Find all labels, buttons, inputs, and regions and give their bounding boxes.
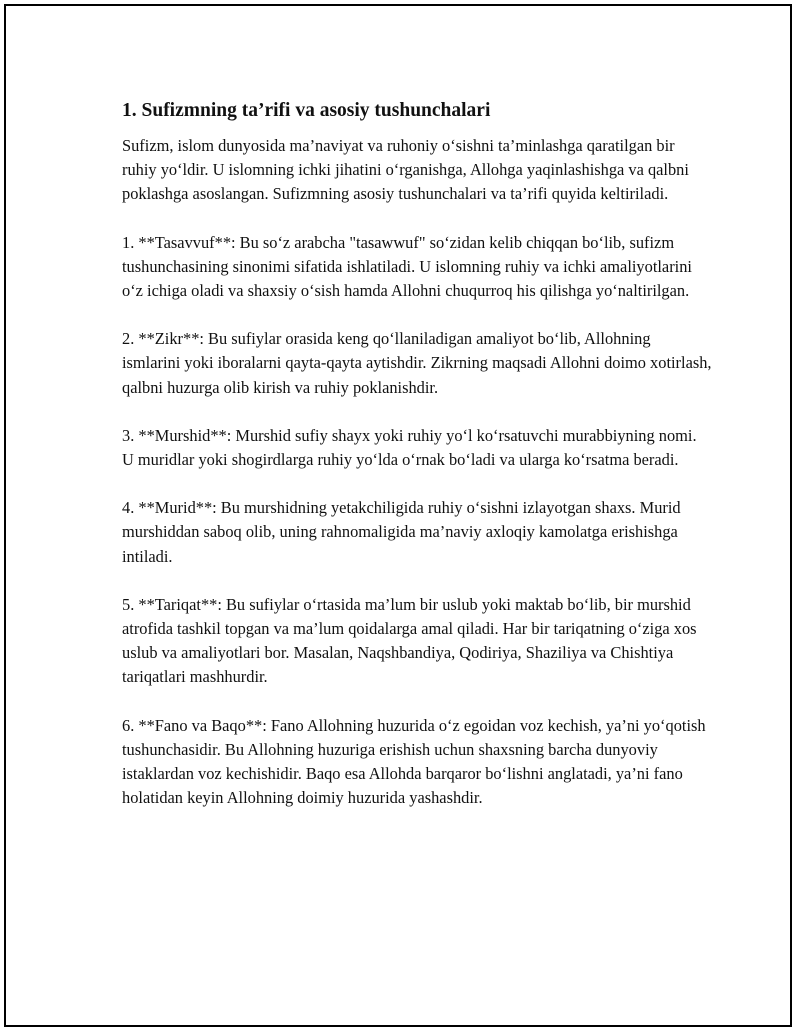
- page-frame: [4, 4, 792, 1027]
- intro-paragraph: Sufizm, islom dunyosida ma’naviyat va ruhoniy o‘sishni ta’minlashga qaratilgan bir ruhiy yo‘ldir. U islomning ichki jihatini o‘rganishga, Allohga yaqinlashishga va qalbni poklashga asoslangan. Sufizmning asosiy tushunchalari va ta’rifi quyida keltiriladi.: [122, 136, 689, 204]
- document-title: 1. Sufizmning ta’rifi va asosiy tushunchalari: [122, 100, 491, 121]
- document-body: [122, 98, 712, 834]
- paragraph-zikr: 2. **Zikr**: Bu sufiylar orasida keng qo‘llaniladigan amaliyot bo‘lib, Allohning ismlarini yoki iboralarni qayta-qayta aytishdir. Zikrning maqsadi Allohni doimo xotirlash, qalbni huzurga olib kirish va ruhiy poklanishdir.: [122, 329, 712, 397]
- paragraph-murshid: 3. **Murshid**: Murshid sufiy shayx yoki ruhiy yo‘l ko‘rsatuvchi murabbiyning nomi. U muridlar yoki shogirdlarga ruhiy yo‘lda o‘rnak bo‘ladi va ularga ko‘rsatma beradi.: [122, 425, 697, 470]
- paragraph-murid: 4. **Murid**: Bu murshidning yetakchiligida ruhiy o‘sishni izlayotgan shaxs. Murid murshiddan saboq olib, uning rahnomaligida ma’naviy axloqiy kamolatga erishishga intiladi.: [122, 498, 681, 566]
- paragraph-tariqat: 5. **Tariqat**: Bu sufiylar o‘rtasida ma’lum bir uslub yoki maktab bo‘lib, bir murshid atrofida tashkil topgan va ma’lum qoidalarga amal qiladi. Har bir tariqatning o‘ziga xos uslub va amaliyotlari bor. Masalan, Naqshbandiya, Qodiriya, Shaziliya va Chishtiya tariqatlari mashhurdir.: [122, 594, 697, 687]
- paragraph-tasavvuf: 1. **Tasavvuf**: Bu so‘z arabcha "tasawwuf" so‘zidan kelib chiqqan bo‘lib, sufizm tushunchasining sinonimi sifatida ishlatiladi. U islomning ruhiy va ichki amaliyotlarini o‘z ichiga oladi va shaxsiy o‘sish hamda Allohni chuqurroq his qilishga yo‘naltirilgan.: [122, 232, 692, 301]
- paragraph-fano-va-baqo: 6. **Fano va Baqo**: Fano Allohning huzurida o‘z egoidan voz kechish, ya’ni yo‘qotish tushunchasidir. Bu Allohning huzuriga erishish uchun shaxsning barcha dunyoviy istaklardan voz kechishidir. Baqo esa Allohda barqaror bo‘lishni anglatadi, ya’ni fano holatidan keyin Allohning doimiy huzurida yashashdir.: [122, 715, 706, 808]
